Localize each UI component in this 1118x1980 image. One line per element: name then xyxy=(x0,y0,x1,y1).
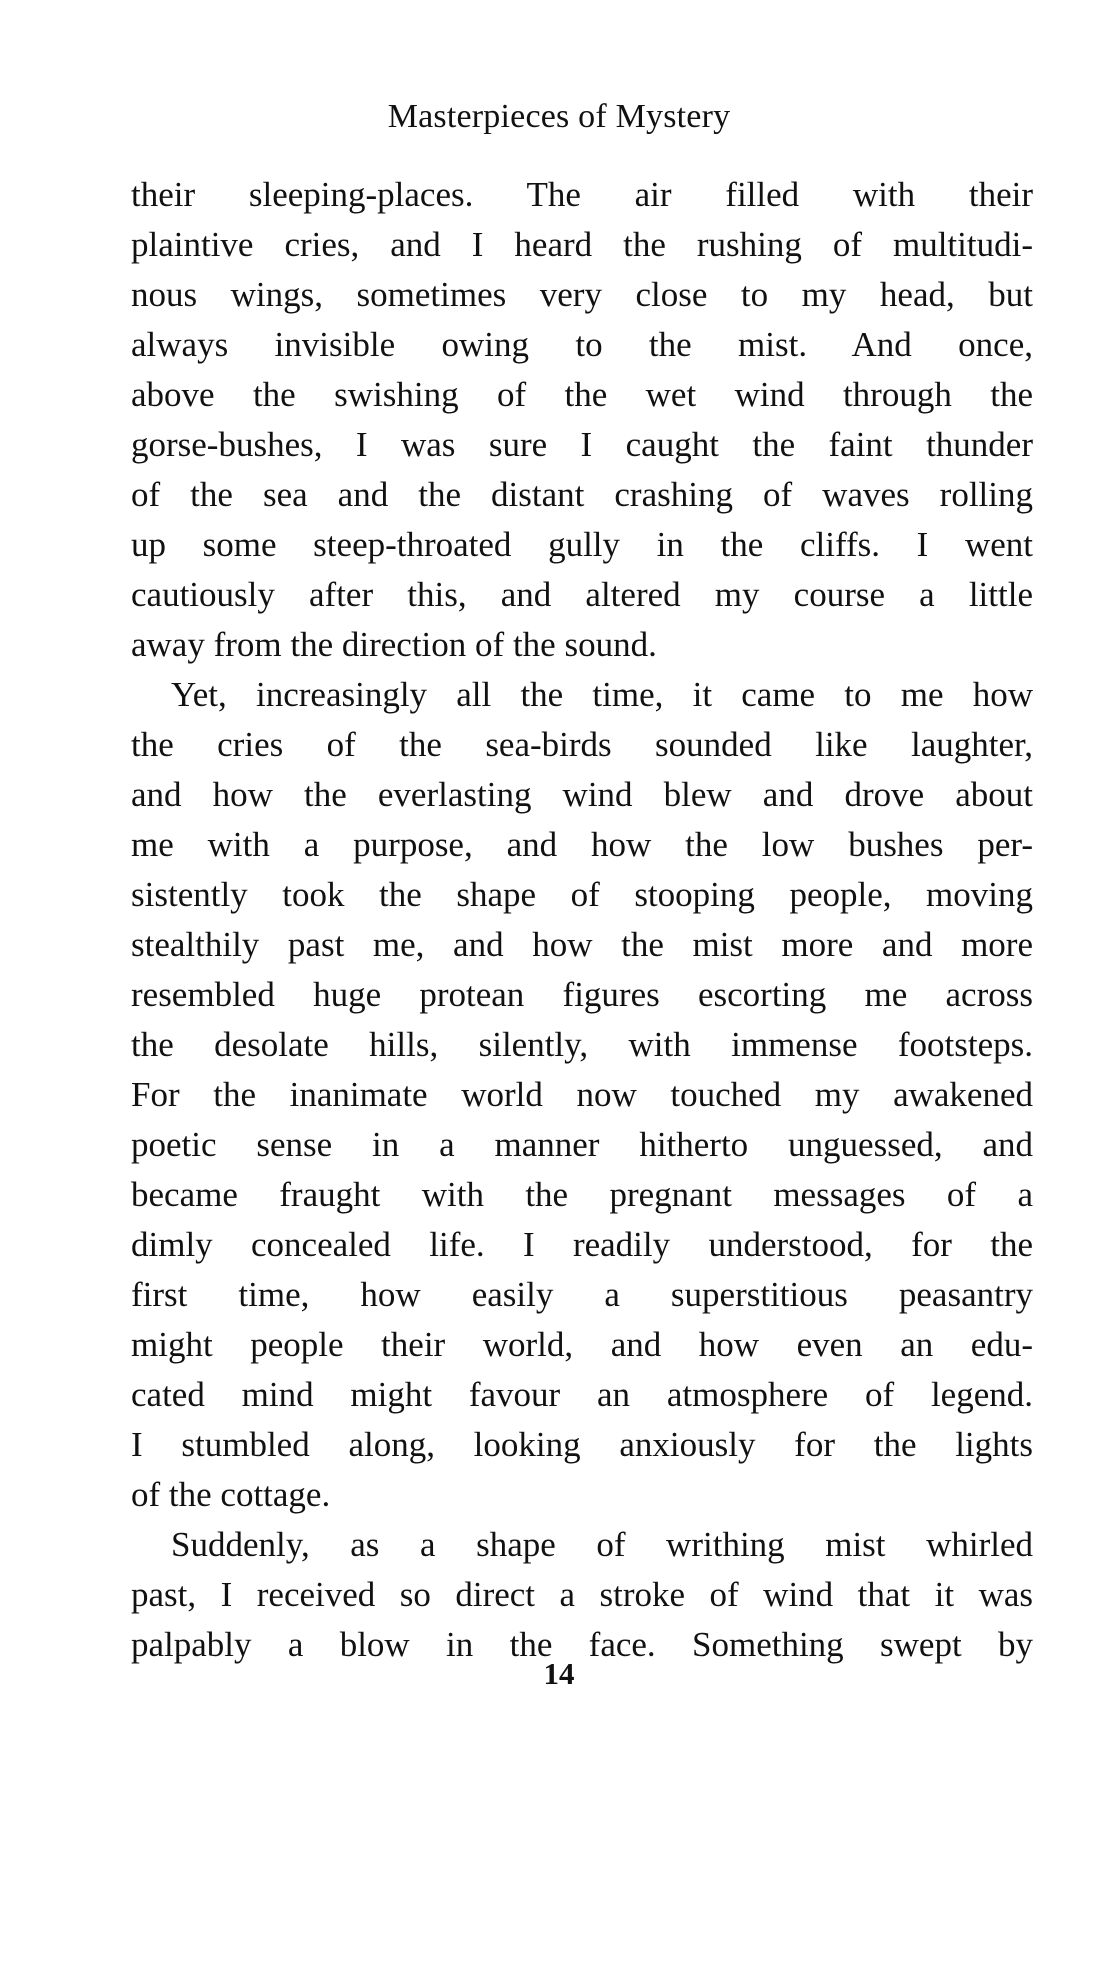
text-line: away from the direction of the sound. xyxy=(131,625,657,664)
text-line: Yet, increasingly all the time, it came to me how xyxy=(171,675,1033,714)
text-line: past, I received so direct a stroke of wind that it was xyxy=(131,1575,1033,1614)
body-text xyxy=(131,170,1033,1670)
text-line: became fraught with the pregnant messages of a xyxy=(131,1175,1033,1214)
text-line: resembled huge protean figures escorting me across xyxy=(131,975,1033,1014)
text-line: of the cottage. xyxy=(131,1475,331,1514)
text-line: me with a purpose, and how the low bushes per- xyxy=(131,825,1033,864)
text-line: palpably a blow in the face. Something swept by xyxy=(131,1625,1033,1664)
text-line: I stumbled along, looking anxiously for the lights xyxy=(131,1425,1033,1464)
text-line: For the inanimate world now touched my awakened xyxy=(131,1075,1033,1114)
text-line: Suddenly, as a shape of writhing mist whirled xyxy=(171,1525,1033,1564)
text-line: poetic sense in a manner hitherto unguessed, and xyxy=(131,1125,1033,1164)
text-line: dimly concealed life. I readily understood, for the xyxy=(131,1225,1033,1264)
text-line: the cries of the sea-birds sounded like laughter, xyxy=(131,725,1033,764)
text-line: plaintive cries, and I heard the rushing of multitudi- xyxy=(131,225,1033,264)
text-line: cated mind might favour an atmosphere of legend. xyxy=(131,1375,1033,1414)
page-number: 14 xyxy=(543,1656,575,1691)
text-line: might people their world, and how even an edu- xyxy=(131,1325,1033,1364)
text-line: above the swishing of the wet wind through the xyxy=(131,375,1033,414)
text-line: stealthily past me, and how the mist more and more xyxy=(131,925,1033,964)
running-head: Masterpieces of Mystery xyxy=(387,98,731,135)
text-line: sistently took the shape of stooping people, moving xyxy=(131,875,1033,914)
text-line: up some steep-throated gully in the cliffs. I went xyxy=(131,525,1033,564)
text-line: gorse-bushes, I was sure I caught the faint thunder xyxy=(131,425,1033,464)
text-line: nous wings, sometimes very close to my head, but xyxy=(131,275,1033,314)
text-line: always invisible owing to the mist. And once, xyxy=(131,325,1033,364)
text-line: and how the everlasting wind blew and drove about xyxy=(131,775,1033,814)
text-line: cautiously after this, and altered my course a little xyxy=(131,575,1033,614)
text-line: first time, how easily a superstitious peasantry xyxy=(131,1275,1033,1314)
text-line: their sleeping-places. The air filled with their xyxy=(131,175,1033,214)
text-line: of the sea and the distant crashing of waves rolling xyxy=(131,475,1033,514)
text-line: the desolate hills, silently, with immense footsteps. xyxy=(131,1025,1033,1064)
